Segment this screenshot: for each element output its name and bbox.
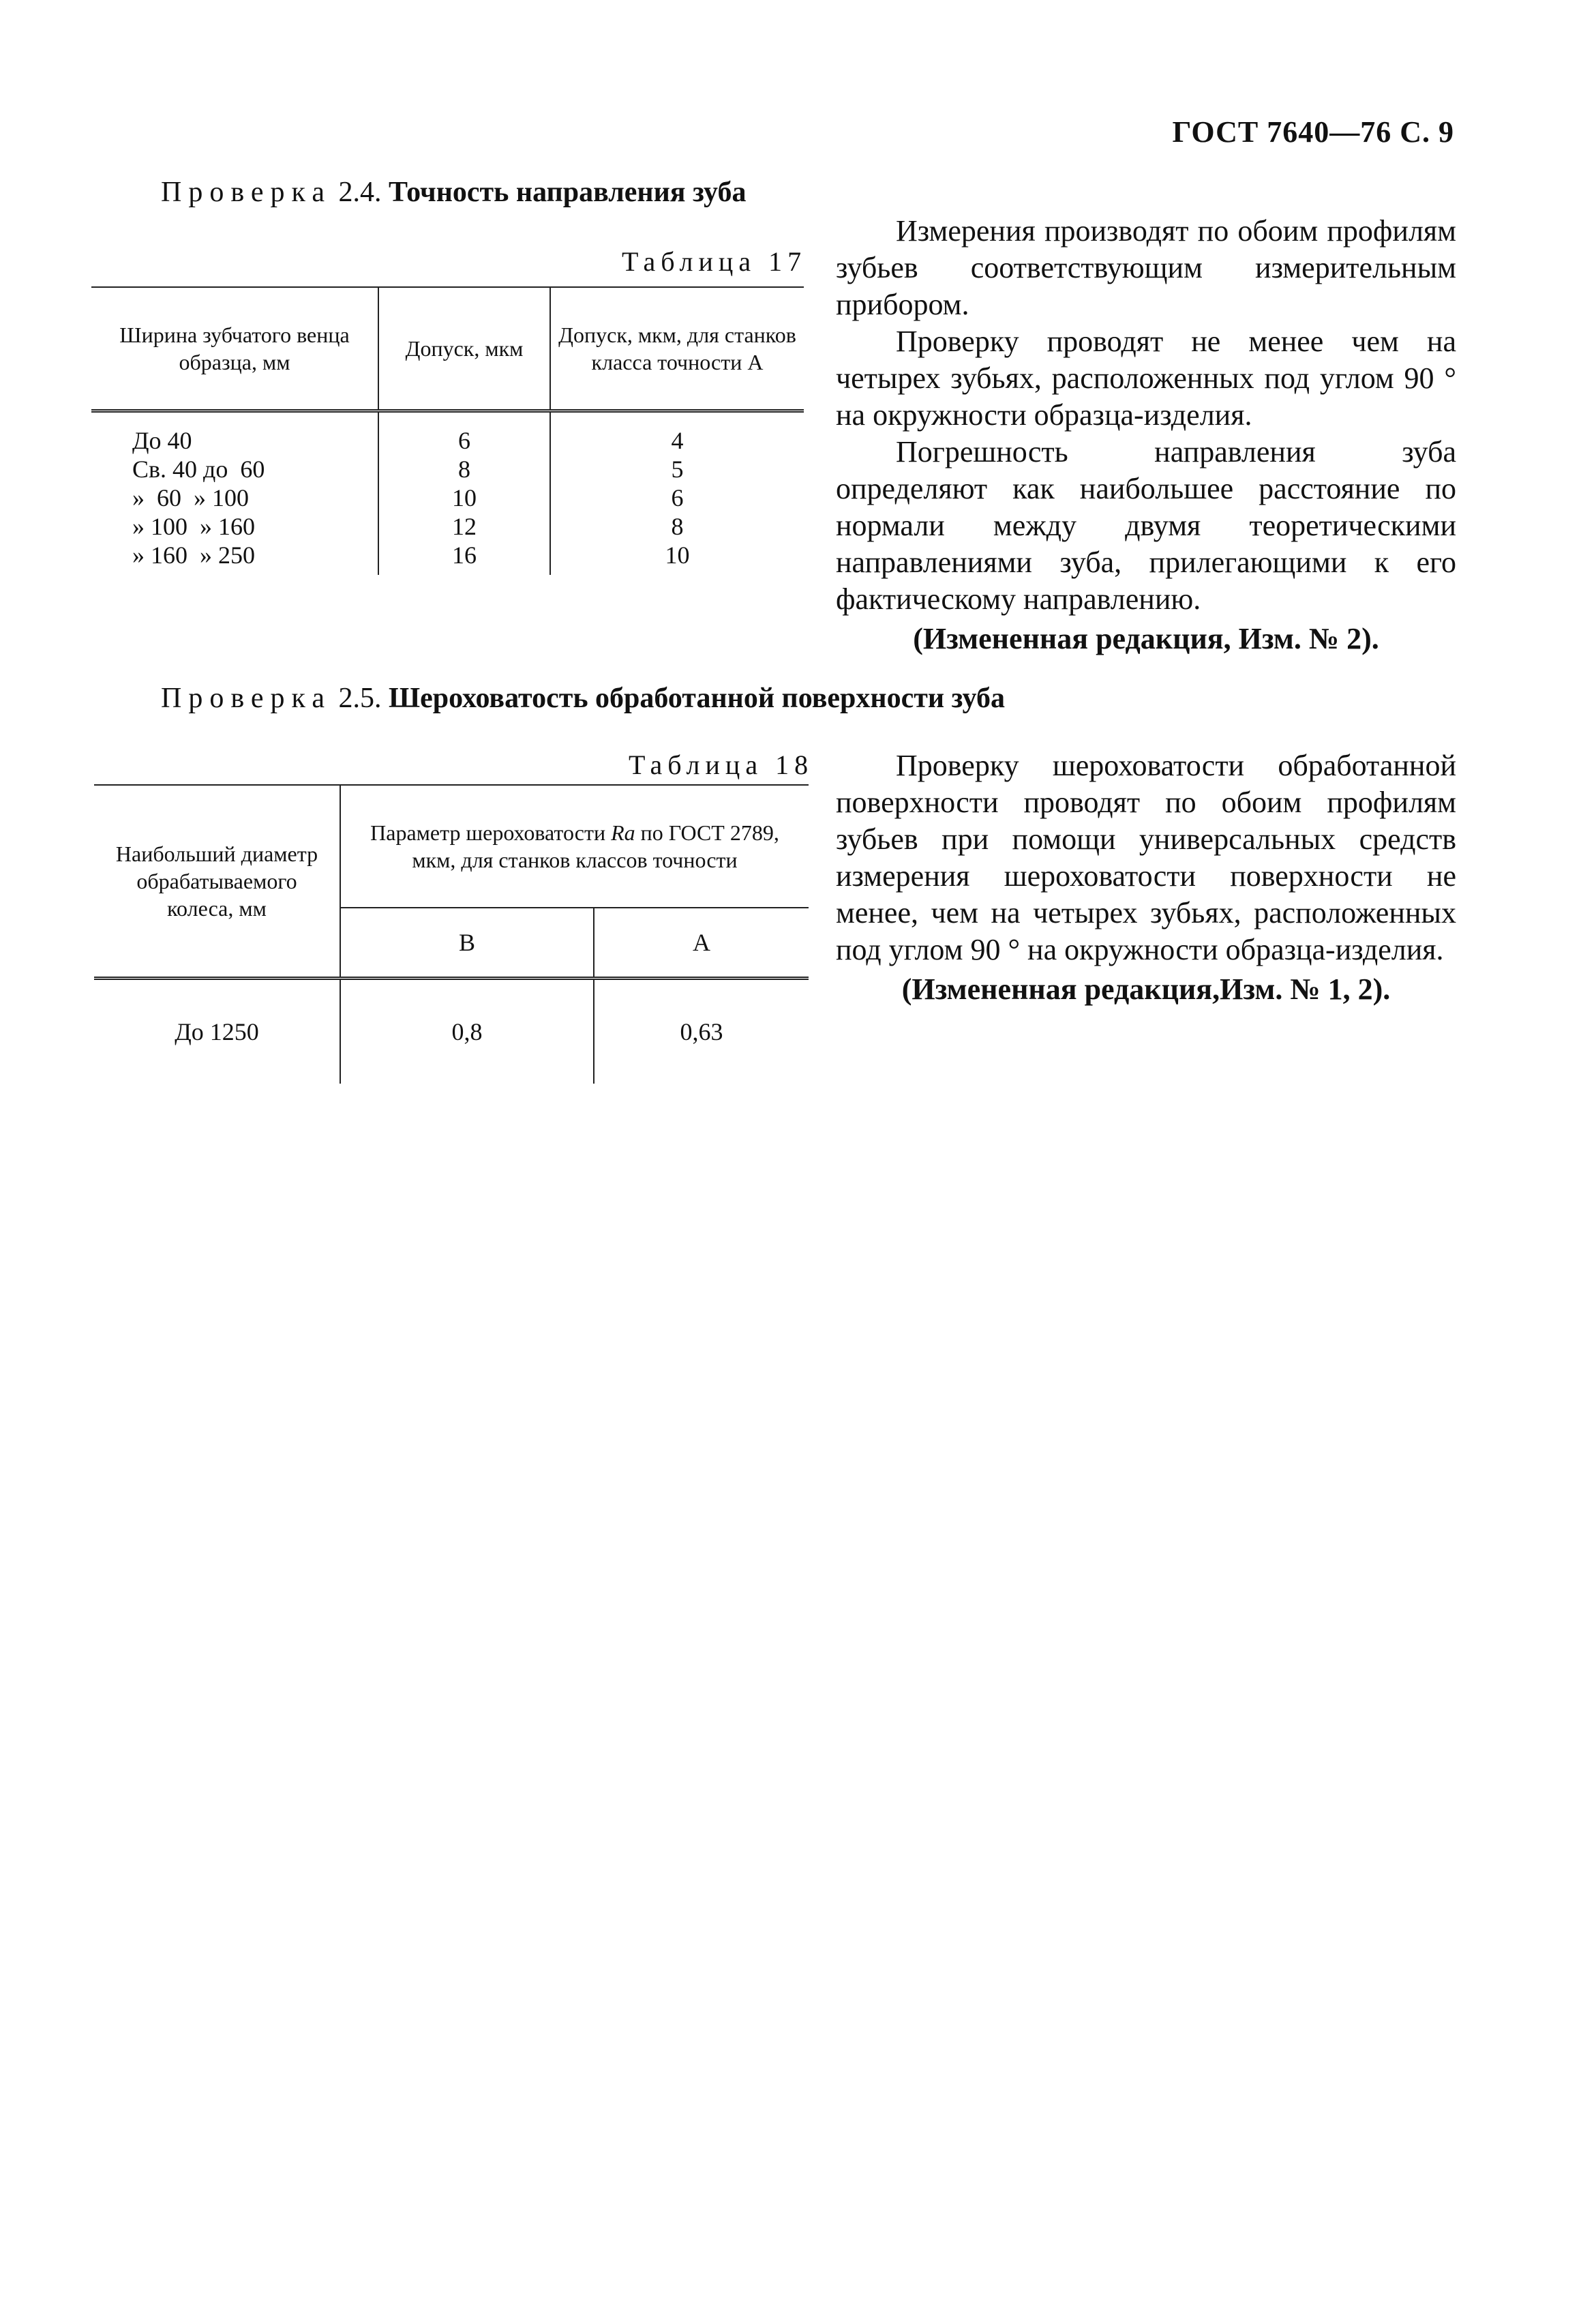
table-caption-number: 17 <box>768 246 807 277</box>
check-2-4-title <box>161 176 746 209</box>
tolerance-cell: 16 <box>452 541 477 569</box>
tolerance-column <box>378 411 550 576</box>
tolerance-cell: 6 <box>458 427 470 454</box>
section-2-4-text <box>836 213 1456 657</box>
tolerance-class-a-cell: 4 <box>671 427 684 454</box>
tolerance-class-a-cell: 8 <box>671 513 684 540</box>
tolerance-cell: 12 <box>452 513 477 540</box>
check-2-5-title <box>161 682 1005 715</box>
header-roughness-text: по ГОСТ 2789, мкм, для станков классов точности <box>412 820 779 872</box>
header-width: Ширина зубчатого венца образца, мм <box>91 287 378 411</box>
table-body-row <box>91 411 804 576</box>
table-caption-word: Таблица <box>622 246 757 277</box>
table-header-row <box>91 287 804 411</box>
ra-symbol: Ra <box>611 820 635 845</box>
class-b-cell: 0,8 <box>340 979 594 1084</box>
table-header-row <box>94 785 809 908</box>
header-diameter: Наибольший диаметр обрабатываемого колеса, мм <box>94 785 340 979</box>
table-18-caption <box>629 749 813 781</box>
paragraph: Измерения производят по обоим профилям зубьев соответствующим измерительным прибором. <box>836 214 1456 321</box>
tolerance-class-a-column <box>550 411 804 576</box>
check-heading: Точность направления зуба <box>388 177 747 208</box>
paragraph: Проверку проводят не менее чем на четырех зубьях, расположенных под углом 90 ° на окружности образца-изделия. <box>836 325 1456 432</box>
header-roughness-param <box>340 785 809 908</box>
check-label: Проверка <box>161 683 331 714</box>
check-heading: Шероховатость обработанной поверхности зуба <box>388 683 1005 714</box>
header-class-b: В <box>340 908 594 979</box>
table-row <box>94 979 809 1084</box>
amendment-note: (Измененная редакция,Изм. № 1, 2). <box>901 972 1391 1006</box>
header-tolerance: Допуск, мкм <box>378 287 550 411</box>
width-cell: » 100 » 160 <box>132 513 255 540</box>
tolerance-cell: 10 <box>452 484 477 511</box>
width-cell: До 40 <box>132 427 192 454</box>
table-17-caption <box>622 246 807 278</box>
tolerance-class-a-cell: 6 <box>671 484 684 511</box>
amendment-note: (Измененная редакция, Изм. № 2). <box>913 622 1379 655</box>
tolerance-class-a-cell: 5 <box>671 456 684 483</box>
check-number: 2.4. <box>338 177 382 208</box>
table-17 <box>91 286 804 575</box>
tolerance-cell: 8 <box>458 456 470 483</box>
width-cell: » 60 » 100 <box>132 484 249 511</box>
paragraph: Погрешность направления зуба определяют как наибольшее расстояние по нормали между двумя теоретическими направлениями зуба, прилегающими к его фактическому направлению. <box>836 435 1456 616</box>
paragraph: Проверку шероховатости обработанной поверхности проводят по обоим профилям зубьев при помощи универсальных средств измерения шероховатости поверхности не менее, чем на четырех зубьях, расположенных под углом 90 ° на окружности образца-изделия. <box>836 749 1456 966</box>
table-caption-number: 18 <box>775 749 814 780</box>
check-number: 2.5. <box>338 683 382 714</box>
header-class-a: А <box>594 908 809 979</box>
table-18 <box>94 784 809 1084</box>
section-2-5-text <box>836 747 1456 1008</box>
class-a-cell: 0,63 <box>594 979 809 1084</box>
table-caption-word: Таблица <box>629 749 764 780</box>
header-roughness-text: Параметр шероховатости <box>370 820 612 845</box>
width-cell: Св. 40 до 60 <box>132 456 265 483</box>
width-column <box>91 411 378 576</box>
page-header: ГОСТ 7640—76 С. 9 <box>1172 115 1454 149</box>
width-cell: » 160 » 250 <box>132 541 255 569</box>
diameter-cell: До 1250 <box>175 1017 259 1045</box>
tolerance-class-a-cell: 10 <box>665 541 690 569</box>
header-tolerance-class-a: Допуск, мкм, для станков класса точности А <box>550 287 804 411</box>
check-label: Проверка <box>161 177 331 208</box>
